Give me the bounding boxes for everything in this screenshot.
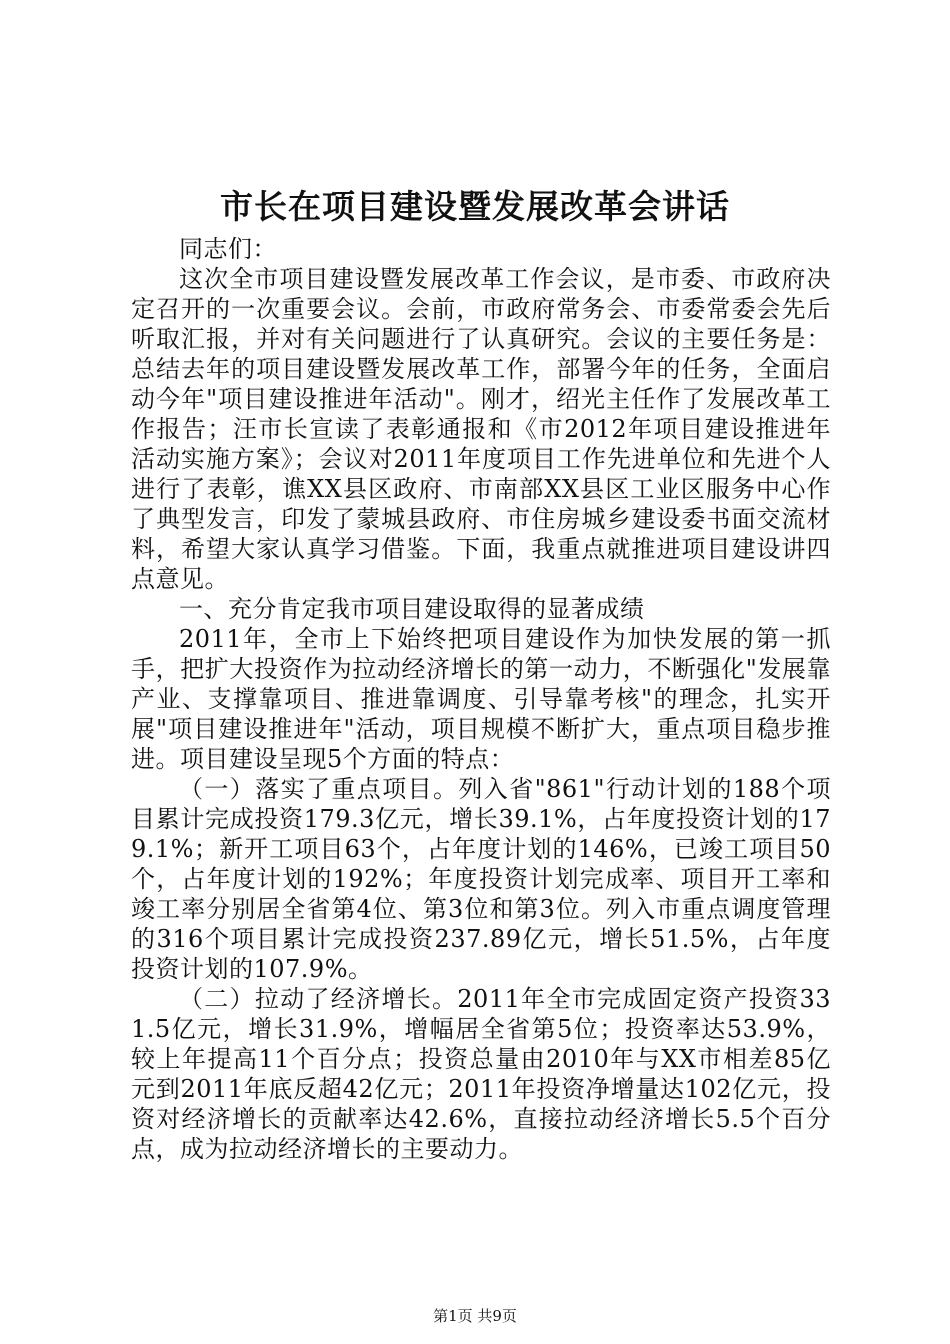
paragraph-intro: 这次全市项目建设暨发展改革工作会议，是市委、市政府决定召开的一次重要会议。会前，市政府常务会、市委常委会先后听取汇报，并对有关问题进行了认真研究。会议的主要任务是：总结去年的项目建设暨发展改革工作，部署今年的任务，全面启动今年"项目建设推进年活动"。刚才，绍光主任作了发展改革工作报告；汪市长宣读了表彰通报和《市2012年项目建设推进年活动实施方案》；会议对2011年度项目工作先进单位和先进个人进行了表彰，谯XX县区政府、市南部XX县区工业区服务中心作了典型发言，印发了蒙城县政府、市住房城乡建设委书面交流材料，希望大家认真学习借鉴。下面，我重点就推进项目建设讲四点意见。: [131, 265, 831, 593]
document-body: [131, 234, 831, 1164]
salutation: 同志们：: [179, 235, 277, 263]
paragraph-economic-growth: （二）拉动了经济增长。2011年全市完成固定资产投资331.5亿元，增长31.9%，增幅居全省第5位；投资率达53.9%，较上年提高11个百分点；投资总量由2010年与XX市相差85亿元到2011年底反超42亿元；2011年投资净增量达102亿元，投资对经济增长的贡献率达42.6%，直接拉动经济增长5.5个百分点，成为拉动经济增长的主要动力。: [131, 985, 831, 1163]
section-heading-1: 一、充分肯定我市项目建设取得的显著成绩: [179, 595, 645, 623]
page-number: 第1页 共9页: [433, 1307, 517, 1325]
paragraph-key-projects: （一）落实了重点项目。列入省"861"行动计划的188个项目累计完成投资179.3亿元，增长39.1%，占年度投资计划的179.1%；新开工项目63个，占年度计划的146%，已竣工项目50个，占年度计划的192%；年度投资计划完成率、项目开工率和竣工率分别居全省第4位、第3位和第3位。列入市重点调度管理的316个项目累计完成投资237.89亿元，增长51.5%，占年度投资计划的107.9%。: [131, 775, 831, 983]
paragraph-2011-overview: 2011年，全市上下始终把项目建设作为加快发展的第一抓手，把扩大投资作为拉动经济增长的第一动力，不断强化"发展靠产业、支撑靠项目、推进靠调度、引导靠考核"的理念，扎实开展"项目建设推进年"活动，项目规模不断扩大，重点项目稳步推进。项目建设呈现5个方面的特点：: [131, 625, 831, 773]
document-title: 市长在项目建设暨发展改革会讲话: [220, 187, 730, 226]
